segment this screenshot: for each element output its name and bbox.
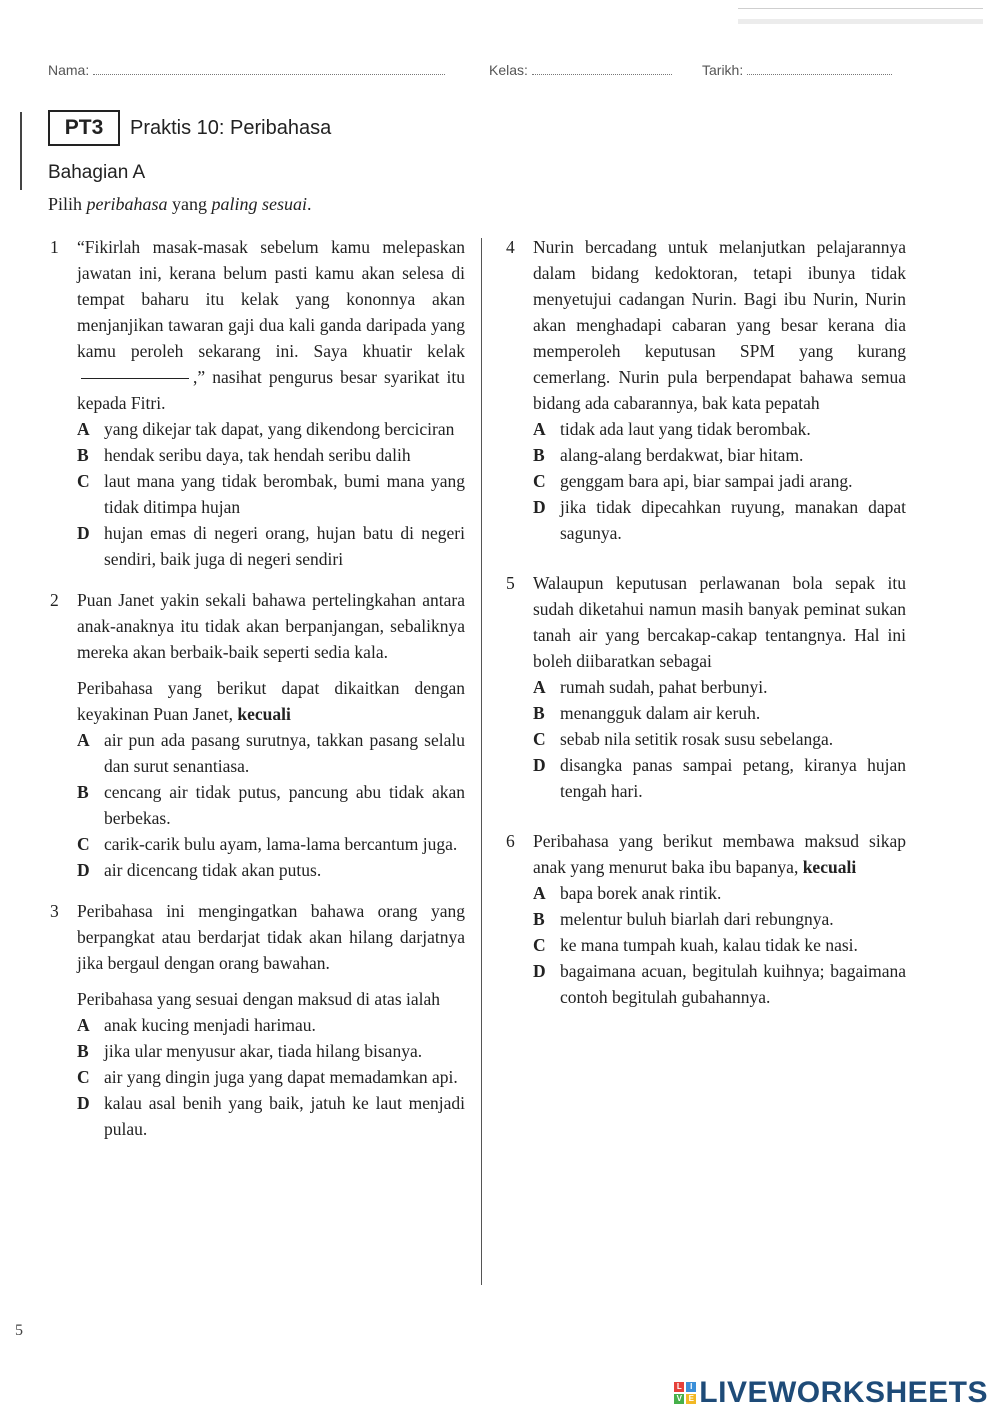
instruction-word: yang — [172, 194, 208, 214]
option-letter: C — [533, 471, 546, 491]
section-heading: Bahagian A — [48, 162, 146, 183]
option-letter: B — [77, 1041, 89, 1061]
column-divider — [481, 238, 482, 1285]
class-blank[interactable] — [532, 64, 672, 75]
stem-text: ,” nasihat pengurus besar syarikat itu kepada Fitri. — [77, 367, 465, 413]
option-text: disangka panas sampai petang, kiranya hujan tengah hari. — [560, 755, 906, 801]
page-edge-mark: 5 — [15, 1322, 23, 1339]
option-letter: A — [77, 1015, 90, 1035]
option-letter: B — [77, 782, 89, 802]
option-letter: D — [533, 497, 546, 517]
stem-bold: kecuali — [802, 857, 857, 877]
option-b[interactable] — [533, 700, 906, 726]
option-text: laut mana yang tidak berombak, bumi mana yang tidak ditimpa hujan — [104, 471, 465, 517]
top-edge-line — [738, 8, 983, 24]
option-letter: C — [533, 729, 546, 749]
page-title: Praktis 10: Peribahasa — [130, 117, 332, 139]
option-letter: C — [77, 1067, 90, 1087]
question-stem: Peribahasa ini mengingatkan bahawa orang yang berpangkat atau berdarjat tidak akan hilang darjatnya jika bergaul dengan orang bawahan. — [77, 901, 465, 973]
stem-text: Peribahasa yang berikut dapat dikaitkan dengan keyakinan Puan Janet, — [77, 678, 465, 724]
name-field[interactable] — [48, 62, 445, 78]
option-letter: A — [533, 883, 546, 903]
option-text: melentur buluh biarlah dari rebungnya. — [560, 909, 834, 929]
question-3 — [50, 898, 465, 1142]
option-text: bagaimana acuan, begitulah kuihnya; bagaimana contoh begitulah gubahannya. — [560, 961, 906, 1007]
option-letter: B — [533, 445, 545, 465]
logo-letter: I — [686, 1382, 696, 1392]
option-letter: D — [533, 755, 546, 775]
option-c[interactable] — [533, 726, 906, 752]
option-b[interactable] — [533, 906, 906, 932]
option-text: carik-carik bulu ayam, lama-lama bercantum juga. — [104, 834, 458, 854]
option-text: tidak ada laut yang tidak berombak. — [560, 419, 811, 439]
option-text: kalau asal benih yang baik, jatuh ke laut menjadi pulau. — [104, 1093, 465, 1139]
option-b[interactable] — [77, 1038, 465, 1064]
option-text: cencang air tidak putus, pancung abu tidak akan berbekas. — [104, 782, 465, 828]
option-letter: C — [77, 834, 90, 854]
left-column — [50, 234, 465, 1157]
question-stem-2: Peribahasa yang sesuai dengan maksud di atas ialah — [77, 989, 441, 1009]
option-d[interactable] — [533, 958, 906, 1010]
instruction-emphasis: peribahasa — [86, 194, 168, 214]
option-b[interactable] — [533, 442, 906, 468]
option-letter: A — [533, 677, 546, 697]
option-d[interactable] — [77, 857, 465, 883]
instruction-emphasis: paling sesuai — [211, 194, 308, 214]
option-text: jika tidak dipecahkan ruyung, manakan dapat sagunya. — [560, 497, 906, 543]
option-text: anak kucing menjadi harimau. — [104, 1015, 316, 1035]
stem-text: “Fikirlah masak-masak sebelum kamu melepaskan jawatan ini, kerana belum pasti kamu akan selesa di tempat baharu itu kelak yang kononnya akan menjanjikan tawaran gaji dua kali ganda daripada yang kamu peroleh sekarang ini. Saya khuatir kelak — [77, 237, 465, 361]
option-d[interactable] — [533, 494, 906, 546]
question-number: 1 — [50, 237, 59, 257]
option-letter: D — [77, 1093, 90, 1113]
question-number: 6 — [506, 831, 515, 851]
option-text: air dicencang tidak akan putus. — [104, 860, 322, 880]
question-stem — [533, 828, 906, 880]
option-a[interactable] — [533, 416, 906, 442]
option-c[interactable] — [77, 468, 465, 520]
option-a[interactable] — [77, 416, 465, 442]
option-a[interactable] — [533, 674, 906, 700]
question-stem: Puan Janet yakin sekali bahawa pertelingkahan antara anak-anaknya itu tidak akan berpanjangan, sebaliknya mereka akan berbaik-baik seperti sedia kala. — [77, 590, 465, 662]
option-text: ke mana tumpah kuah, kalau tidak ke nasi. — [560, 935, 858, 955]
question-2 — [50, 587, 465, 883]
option-text: hendak seribu daya, tak hendah seribu dalih — [104, 445, 411, 465]
option-a[interactable] — [533, 880, 906, 906]
logo-letter: E — [686, 1394, 696, 1404]
question-stem: Nurin bercadang untuk melanjutkan pelajarannya dalam bidang kedoktoran, tetapi ibunya tidak menyetujui cadangan Nurin. Bagi ibu Nurin, Nurin akan menghadapi cabaran yang besar kerana dia memperoleh keputusan SPM yang kurang cemerlang. Nurin pula berpendapat bahawa semua bidang ada cabarannya, bak kata pepatah — [533, 237, 906, 413]
stem-text: Peribahasa yang berikut membawa maksud sikap anak yang menurut baka ibu bapanya, — [533, 831, 906, 877]
option-letter: B — [533, 909, 545, 929]
option-text: air pun ada pasang surutnya, takkan pasang selalu dan surut senantiasa. — [104, 730, 465, 776]
question-4 — [506, 234, 906, 546]
option-text: sebab nila setitik rosak susu sebelanga. — [560, 729, 834, 749]
option-text: jika ular menyusur akar, tiada hilang bisanya. — [104, 1041, 423, 1061]
option-text: bapa borek anak rintik. — [560, 883, 722, 903]
logo-letter: L — [674, 1382, 684, 1392]
question-stem-2 — [77, 675, 465, 727]
instruction — [48, 194, 312, 215]
name-label: Nama: — [48, 62, 90, 78]
question-1 — [50, 234, 465, 572]
stem-bold: kecuali — [237, 704, 291, 724]
option-c[interactable] — [77, 831, 465, 857]
option-c[interactable] — [77, 1064, 465, 1090]
option-text: yang dikejar tak dapat, yang dikendong berciciran — [104, 419, 455, 439]
question-number: 2 — [50, 590, 59, 610]
name-blank[interactable] — [93, 64, 445, 75]
class-field[interactable] — [489, 62, 672, 78]
question-5 — [506, 570, 906, 804]
option-b[interactable] — [77, 779, 465, 831]
brand-text: LIVEWORKSHEETS — [699, 1376, 988, 1409]
question-6 — [506, 828, 906, 1010]
instruction-word: Pilih — [48, 194, 83, 214]
option-text: menangguk dalam air keruh. — [560, 703, 761, 723]
option-text: genggam bara api, biar sampai jadi arang. — [560, 471, 853, 491]
date-label: Tarikh: — [702, 62, 744, 78]
option-letter: D — [77, 860, 90, 880]
option-letter: D — [533, 961, 546, 981]
option-letter: A — [77, 730, 90, 750]
option-c[interactable] — [533, 468, 906, 494]
margin-bar — [20, 112, 22, 190]
instruction-end: . — [307, 194, 312, 214]
option-letter: D — [77, 523, 90, 543]
option-a[interactable] — [77, 1012, 465, 1038]
option-letter: A — [533, 419, 546, 439]
option-d[interactable] — [77, 520, 465, 572]
date-blank[interactable] — [747, 64, 892, 75]
question-number: 5 — [506, 573, 515, 593]
option-letter: C — [533, 935, 546, 955]
pt3-badge: PT3 — [48, 110, 120, 146]
option-b[interactable] — [77, 442, 465, 468]
option-letter: B — [533, 703, 545, 723]
option-c[interactable] — [533, 932, 906, 958]
option-text: air yang dingin juga yang dapat memadamkan api. — [104, 1067, 458, 1087]
date-field[interactable] — [702, 62, 892, 78]
option-text: alang-alang berdakwat, biar hitam. — [560, 445, 804, 465]
option-d[interactable] — [533, 752, 906, 804]
class-label: Kelas: — [489, 62, 528, 78]
right-column — [506, 234, 906, 1025]
liveworksheets-brand[interactable] — [674, 1376, 988, 1410]
option-letter: A — [77, 419, 90, 439]
option-letter: C — [77, 471, 90, 491]
option-letter: B — [77, 445, 89, 465]
liveworksheets-logo-icon — [674, 1382, 696, 1404]
question-number: 4 — [506, 237, 515, 257]
option-text: hujan emas di negeri orang, hujan batu di negeri sendiri, baik juga di negeri sendiri — [104, 523, 465, 569]
question-stem — [77, 234, 465, 416]
option-a[interactable] — [77, 727, 465, 779]
option-text: rumah sudah, pahat berbunyi. — [560, 677, 768, 697]
logo-letter: V — [674, 1394, 684, 1404]
option-d[interactable] — [77, 1090, 465, 1142]
question-stem: Walaupun keputusan perlawanan bola sepak itu sudah diketahui namun masih banyak peminat sukan tanah air yang bercakap-cakap tentangnya. Hal ini boleh diibaratkan sebagai — [533, 573, 906, 671]
question-number: 3 — [50, 901, 59, 921]
answer-blank[interactable] — [81, 378, 189, 379]
